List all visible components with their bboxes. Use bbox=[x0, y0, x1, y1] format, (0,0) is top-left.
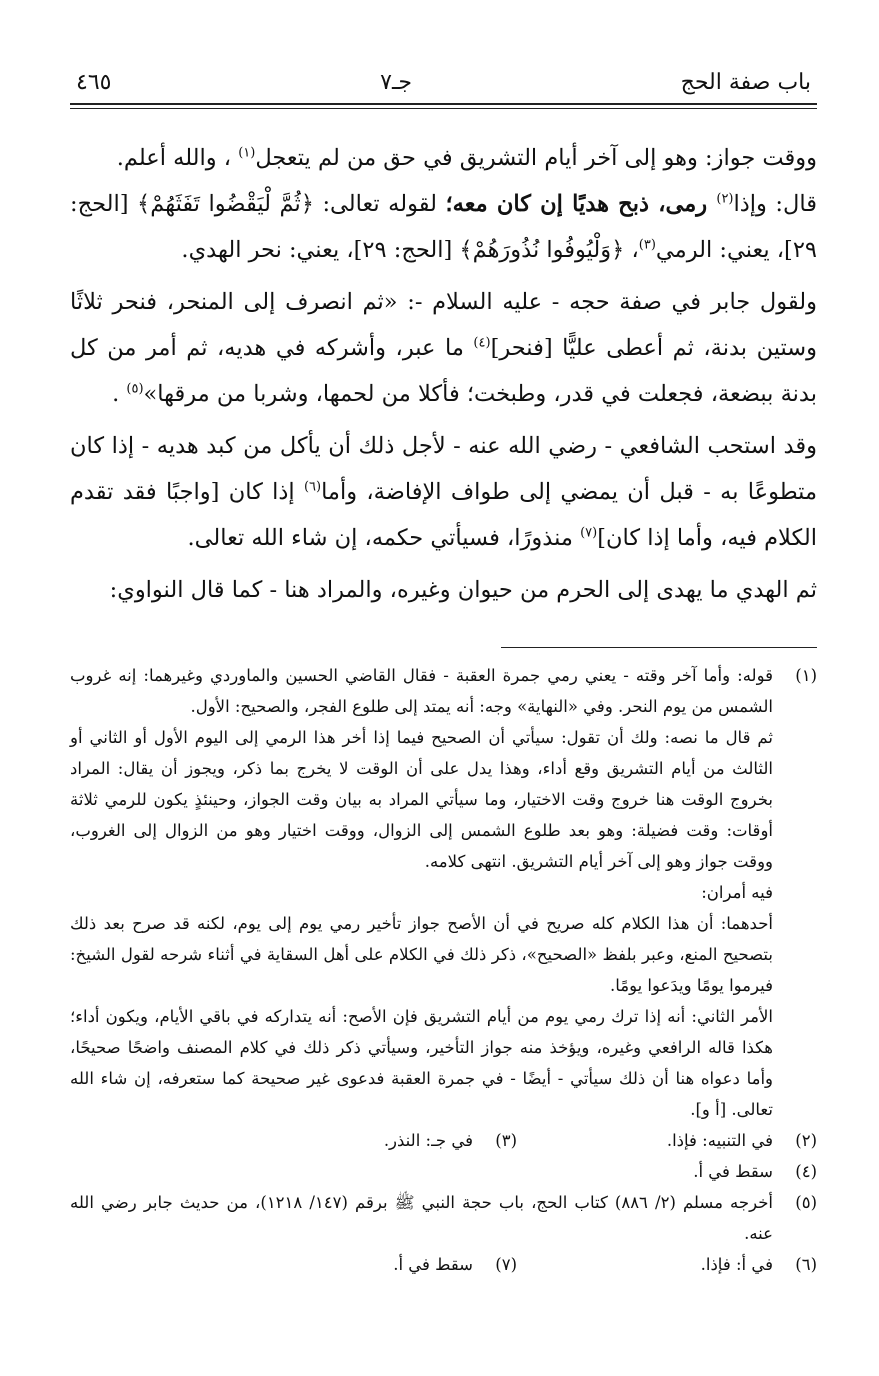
footnote-6 bbox=[517, 1249, 817, 1280]
paragraph-2 bbox=[70, 181, 817, 273]
footnote-ref-3: (٣) bbox=[638, 237, 656, 253]
text-run: ، والله أعلم. bbox=[116, 145, 232, 171]
paragraph-5: ثم الهدي ما يهدى إلى الحرم من حيوان وغيره، والمراد هنا - كما قال النواوي: bbox=[109, 577, 817, 603]
footnote-ref-6: (٦) bbox=[303, 479, 322, 495]
volume-label: جـ٧ bbox=[380, 70, 412, 95]
footnote-text: سقط في أ. bbox=[693, 1162, 773, 1181]
footnote-ref-1: (١) bbox=[238, 145, 256, 161]
footnote-text: فيه أمران: bbox=[701, 883, 773, 902]
footnotes bbox=[70, 660, 817, 1280]
paragraph-3 bbox=[70, 279, 817, 417]
footnote-3 bbox=[217, 1125, 517, 1156]
text-run: ووقت جواز: وهو إلى آخر أيام التشريق في حق من لم يتعجل bbox=[255, 145, 817, 171]
footnote-ref-5: (٥) bbox=[126, 381, 144, 397]
footnote-1 bbox=[70, 660, 817, 1125]
footnote-text: أخرجه مسلم (٢/ ٨٨٦) كتاب الحج، باب حجة النبي ﷺ برقم (١٤٧/ ١٢١٨)، من حديث جابر رضي الله عنه. bbox=[70, 1193, 773, 1243]
header-rule bbox=[70, 103, 817, 109]
footnote-number: (٢) bbox=[795, 1131, 817, 1150]
footnote-text: في أ: فإذا. bbox=[700, 1255, 773, 1274]
footnote-7 bbox=[217, 1249, 517, 1280]
footnote-text: في جـ: النذر. bbox=[383, 1131, 473, 1150]
chapter-title: باب صفة الحج bbox=[680, 70, 811, 95]
footnote-text: ثم قال ما نصه: ولك أن تقول: سيأتي أن الصحيح فيما إذا أخر هذا الرمي إلى اليوم الأول أو الثاني أو الثالث من أيام التشريق وقع أداء، وهذا يدل على أن الوقت لا يخرج بما ذكر، ويجوز أن يقال: المراد بخروج الوقت هنا خروج وقت الاختيار، وما سيأتي المراد به بيان وقت الجواز، وحينئذٍ يكون للرمي ثلاثة أوقات: وقت فضيلة: وهو بعد طلوع الشمس إلى الزوال، ووقت اختيار وهو من الزوال إلى الغروب، ووقت جواز وهو إلى آخر أيام التشريق. انتهى كلامه. bbox=[70, 728, 773, 871]
footnote-number: (٧) bbox=[495, 1255, 517, 1274]
text-run: لقوله تعالى: ﴿ثُمَّ لْيَقْضُوا تَفَثَهُمْ﴾ [الحج: ٢٩]، يعني: الرمي bbox=[70, 191, 817, 263]
footnote-ref-4: (٤) bbox=[473, 335, 491, 351]
footnote-ref-2: (٢) bbox=[716, 191, 734, 207]
paragraph-4 bbox=[70, 423, 817, 561]
footnote-4 bbox=[70, 1156, 817, 1187]
footnote-text: في التنبيه: فإذا. bbox=[666, 1131, 773, 1150]
footnote-5 bbox=[70, 1187, 817, 1249]
footnote-number: (٥) bbox=[795, 1193, 817, 1212]
footnote-number: (٤) bbox=[795, 1162, 817, 1181]
text-run: وقد استحب الشافعي - رضي الله عنه - لأجل ذلك أن يأكل من كبد هديه - إذا كان متطوعًا به - قبل أن يمضي إلى طواف الإفاضة، وأما bbox=[70, 433, 817, 505]
text-run: . bbox=[112, 381, 127, 407]
footnote-2 bbox=[517, 1125, 817, 1156]
text-run: ما عبر، وأشركه في هديه، ثم أمر من كل بدنة ببضعة، فجعلت في قدر، وطبخت؛ فأكلا من لحمها، وشربا من مرقها» bbox=[70, 335, 817, 407]
footnote-row-2-3 bbox=[70, 1125, 817, 1156]
paragraph-1 bbox=[70, 135, 817, 181]
footnote-text: قوله: وأما آخر وقته - يعني رمي جمرة العقبة - فقال القاضي الحسين والماوردي وغيرهما: إنه غروب الشمس من يوم النحر. وفي «النهاية» وجه: أنه يمتد إلى طلوع الفجر، والصحيح: الأول. bbox=[70, 666, 773, 716]
footnote-ref-7: (٧) bbox=[580, 525, 598, 541]
footnote-number: (٣) bbox=[495, 1131, 517, 1150]
footnote-text: أحدهما: أن هذا الكلام كله صريح في أن الأصح جواز تأخير رمي يوم إلى يوم، لكنه قد صرح بعد ذلك بتصحيح المنع، وعبر بلفظ «الصحيح»، ذكر ذلك في الكلام على أهل السقاية في أثناء شرحه لقول الشيخ: فيرموا يومًا ويدَعوا يومًا. bbox=[70, 914, 773, 995]
footnote-separator bbox=[501, 647, 817, 648]
bold-text-run: رمى، ذبح هديًا إن كان معه؛ bbox=[445, 191, 717, 217]
footnote-text: الأمر الثاني: أنه إذا ترك رمي يوم من أيام التشريق فإن الأصح: أنه يتداركه في باقي الأيام، ويكون أداء؛ هكذا قاله الرافعي وغيره، ويؤخذ منه جواز التأخير، وسيأتي ذكر ذلك في كلام المصنف واضحًا صحيحًا، وأما دعواه هنا أن ذلك سيأتي - أيضًا - في جمرة العقبة فدعوى غير صحيحة كما ستعرفه، إن شاء الله تعالى. [أ و]. bbox=[70, 1007, 773, 1119]
text-run: ، ﴿وَلْيُوفُوا نُذُورَهُمْ﴾ [الحج: ٢٩]، يعني: نحر الهدي. bbox=[181, 237, 639, 263]
text-run: قال: وإذا bbox=[733, 191, 817, 217]
page-number: ٤٦٥ bbox=[76, 70, 112, 95]
footnote-text: سقط في أ. bbox=[393, 1255, 473, 1274]
main-text bbox=[70, 135, 817, 613]
footnote-number: (١) bbox=[795, 666, 817, 685]
running-header bbox=[70, 70, 817, 101]
footnote-number: (٦) bbox=[795, 1255, 817, 1274]
text-run: إذا كان [واجبًا فقد تقدم الكلام فيه، وأما إذا كان] bbox=[70, 479, 817, 551]
book-page bbox=[70, 70, 817, 1280]
footnote-row-6-7 bbox=[70, 1249, 817, 1280]
text-run: ولقول جابر في صفة حجه - عليه السلام -: «ثم انصرف إلى المنحر، فنحر ثلاثًا وستين بدنة، ثم أعطى عليًّا [فنحر] bbox=[70, 289, 817, 361]
text-run: منذورًا، فسيأتي حكمه، إن شاء الله تعالى. bbox=[187, 525, 581, 551]
